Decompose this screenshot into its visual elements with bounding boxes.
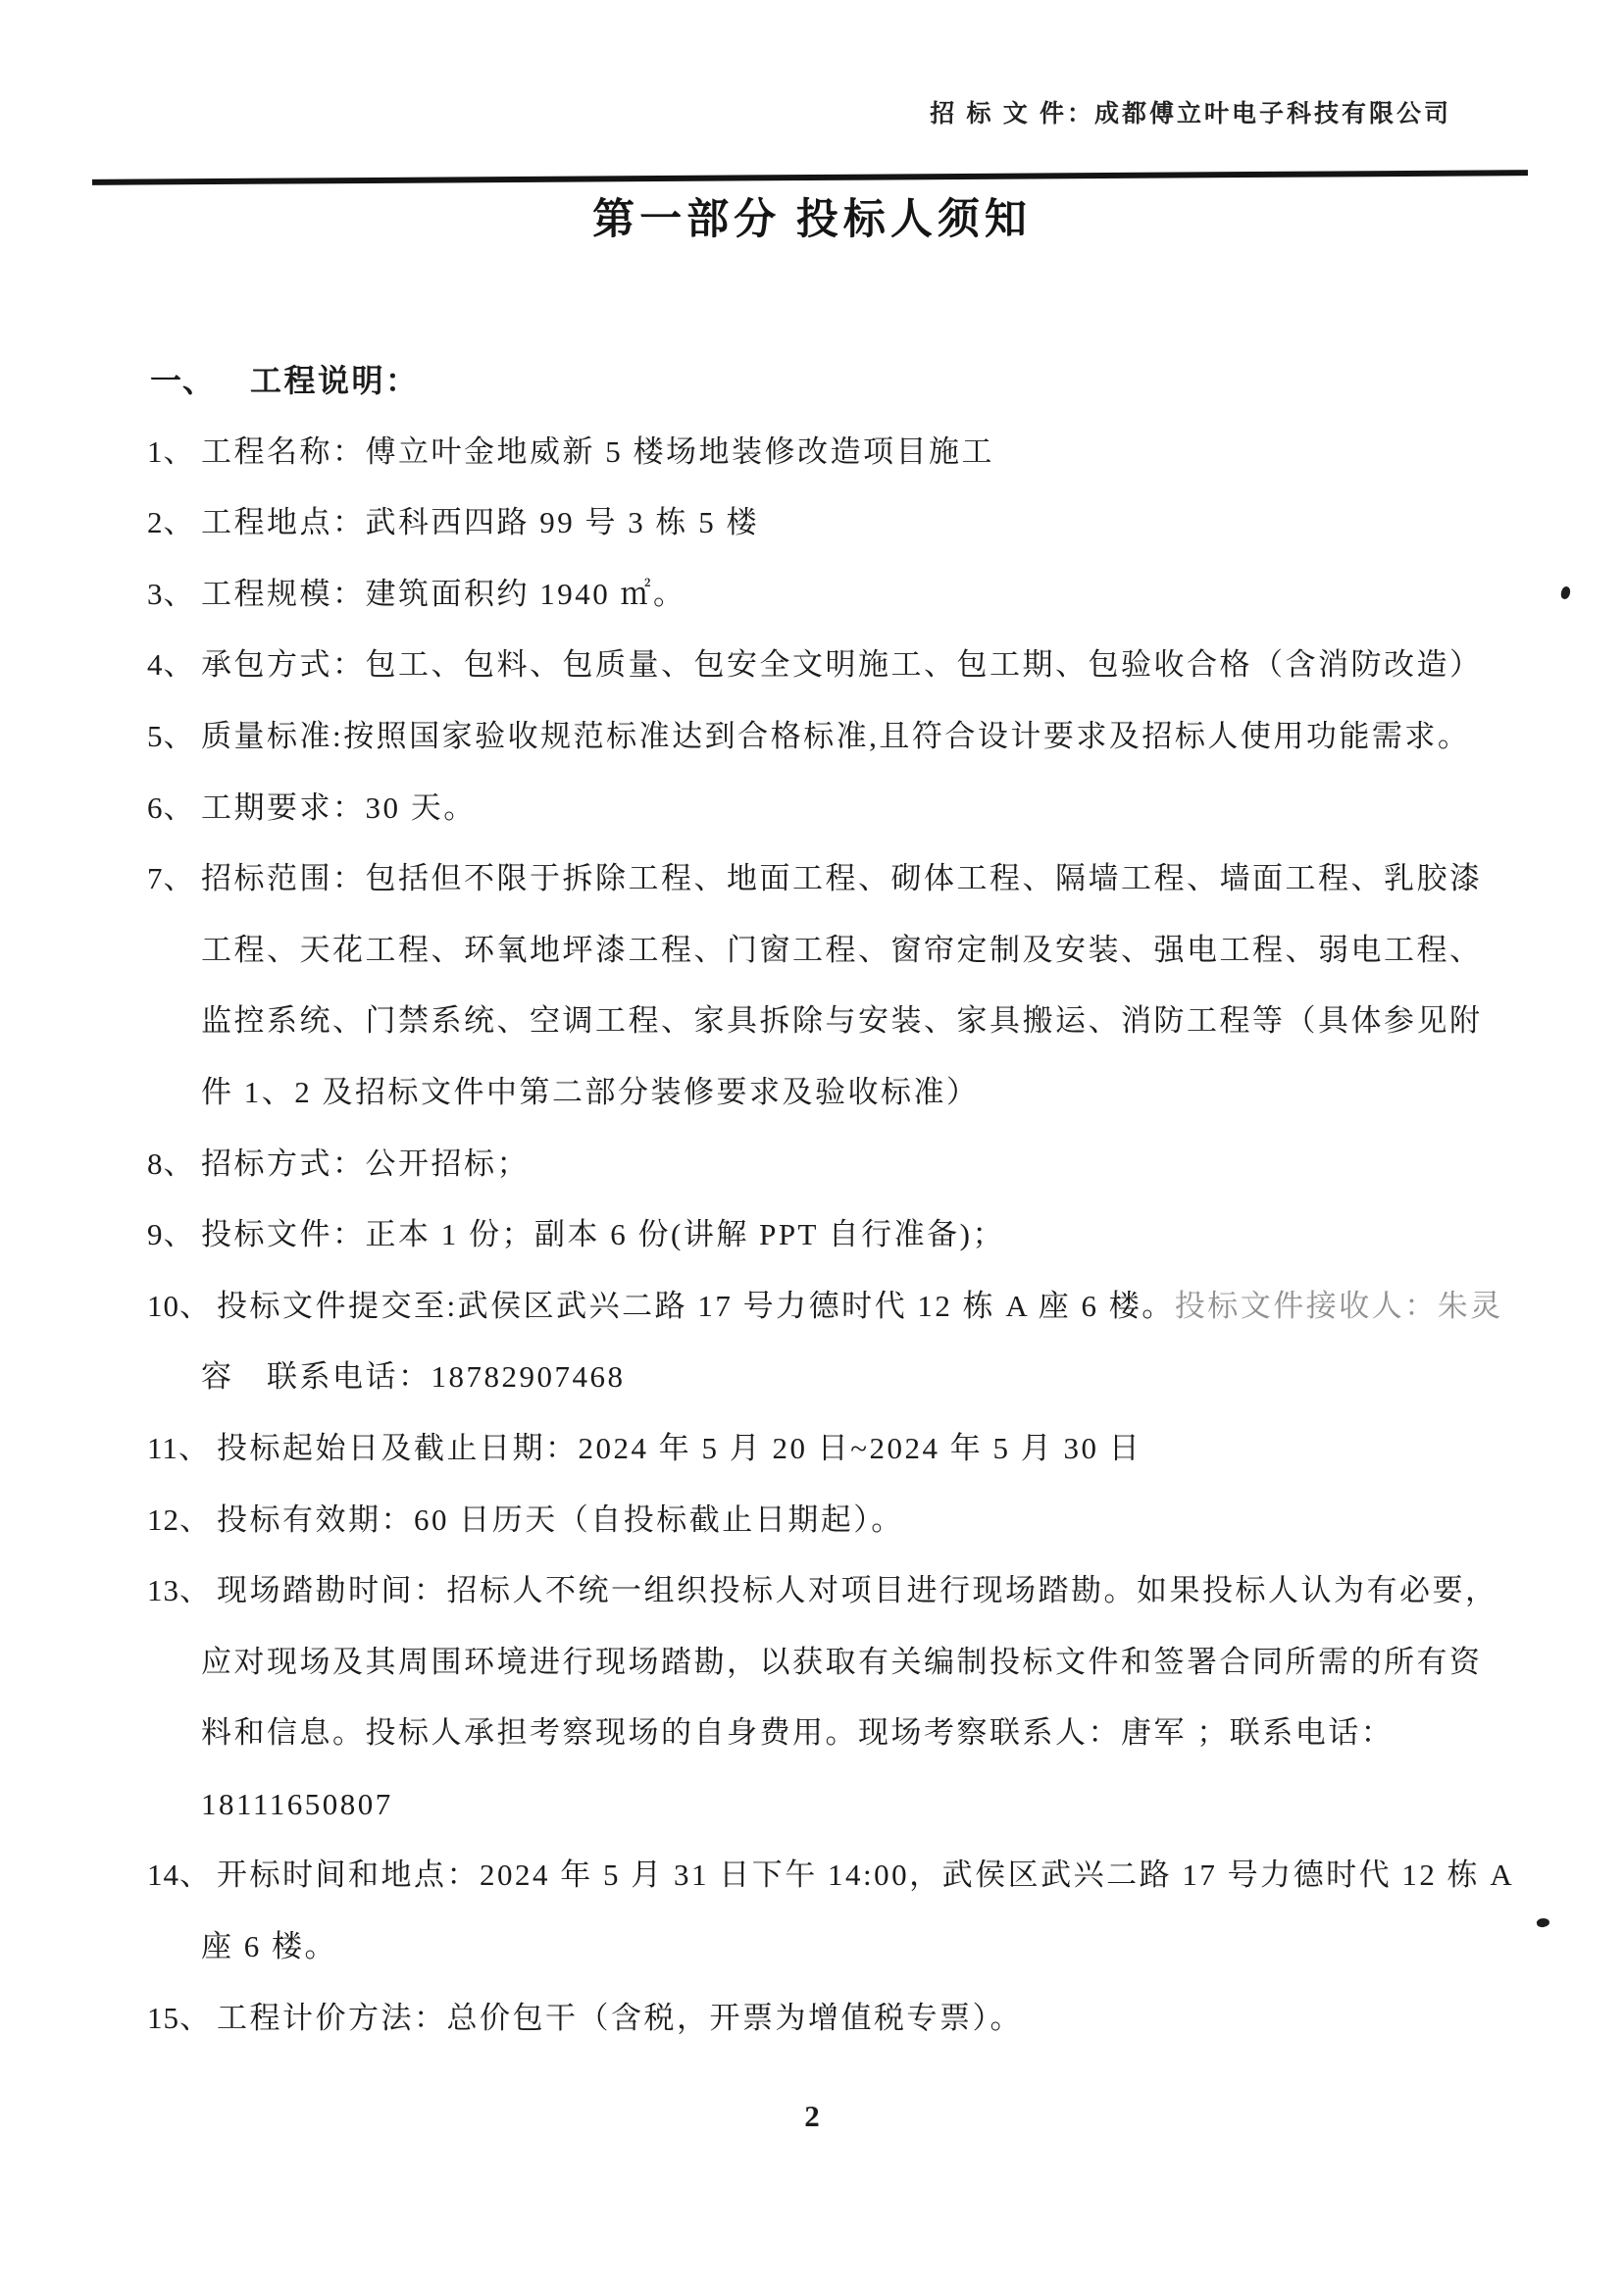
- list-item-continuation: [201, 1057, 1554, 1129]
- item-text: 投标文件：正本 1 份；副本 6 份(讲解 PPT 自行准备)；: [201, 1217, 1006, 1252]
- list-item: [147, 487, 1554, 559]
- item-text: 工期要求：30 天。: [201, 789, 477, 825]
- list-item: [147, 417, 1554, 488]
- item-text: 工程地点：武科西四路 99 号 3 栋 5 楼: [201, 505, 759, 540]
- list-item: [147, 701, 1554, 773]
- list-item: [147, 1840, 1554, 1911]
- item-number: 12、: [147, 1502, 211, 1537]
- list-item: [147, 630, 1554, 701]
- item-text: 招标范围：包括但不限于拆除工程、地面工程、砌体工程、隔墙工程、墙面工程、乳胶漆: [201, 861, 1483, 896]
- list-item: [147, 1271, 1554, 1343]
- list-item-continuation: [201, 986, 1554, 1057]
- item-text: 投标文件提交至:武侯区武兴二路 17 号力德时代 12 栋 A 座 6 楼。: [217, 1288, 1175, 1323]
- list-item: [147, 1983, 1554, 2055]
- item-text: 工程计价方法：总价包干（含税，开票为增值税专票）。: [217, 2000, 1023, 2035]
- item-text: 工程名称：傅立叶金地威新 5 楼场地装修改造项目施工: [201, 433, 994, 469]
- page-number: 2: [804, 2099, 820, 2133]
- item-number: 1、: [147, 433, 195, 469]
- item-text: 招标方式：公开招标；: [201, 1146, 530, 1181]
- item-text: 工程说明：: [250, 363, 420, 398]
- list-item-continuation: [201, 1911, 1554, 1983]
- item-text: 开标时间和地点：2024 年 5 月 31 日下午 14:00，武侯区武兴二路 17 号力德时代 12 栋 A: [217, 1858, 1515, 1893]
- list-item-continuation: [201, 1342, 1554, 1413]
- list-item: [150, 345, 1554, 417]
- item-number: 10、: [147, 1288, 211, 1323]
- item-number: 11、: [147, 1430, 210, 1465]
- list-item: [147, 773, 1554, 844]
- header-rule: [92, 170, 1528, 185]
- item-text: 件 1、2 及招标文件中第二部分装修要求及验收标准）: [201, 1074, 980, 1109]
- list-item-continuation: [201, 915, 1554, 987]
- item-number: 9、: [147, 1217, 195, 1252]
- item-text-faint: 投标文件接收人：朱灵: [1174, 1288, 1503, 1323]
- item-number: 一、: [150, 363, 216, 398]
- list-item: [147, 1199, 1554, 1271]
- item-text: 工程规模：建筑面积约 1940 ㎡。: [201, 576, 686, 611]
- page-title: 第一部分 投标人须知: [592, 197, 1032, 243]
- list-item: [147, 1555, 1554, 1627]
- item-number: 7、: [147, 861, 195, 896]
- item-text: 投标有效期：60 日历天（自投标截止日期起）。: [217, 1502, 904, 1537]
- item-text: 容 联系电话：18782907468: [201, 1359, 626, 1395]
- item-number: 5、: [147, 718, 195, 753]
- item-text: 座 6 楼。: [201, 1929, 337, 1964]
- item-text: 投标起始日及截止日期：2024 年 5 月 20 日~2024 年 5 月 30 日: [217, 1430, 1142, 1465]
- list-item: [147, 843, 1554, 915]
- list-item: [147, 1485, 1554, 1556]
- item-number: 8、: [147, 1146, 195, 1181]
- item-text: 料和信息。投标人承担考察现场的自身费用。现场考察联系人：唐军 ；联系电话：: [201, 1715, 1395, 1751]
- list-item-continuation: [201, 1627, 1554, 1699]
- item-text: 承包方式：包工、包料、包质量、包安全文明施工、包工期、包验收合格（含消防改造）: [201, 647, 1483, 683]
- item-number: 2、: [147, 505, 195, 540]
- item-text: 现场踏勘时间：招标人不统一组织投标人对项目进行现场踏勘。如果投标人认为有必要，: [217, 1573, 1498, 1608]
- list-item: [147, 1129, 1554, 1200]
- item-number: 4、: [147, 647, 195, 683]
- item-number: 3、: [147, 576, 195, 611]
- list-item: [147, 1413, 1554, 1485]
- item-number: 14、: [147, 1858, 211, 1893]
- ink-speck: [1559, 585, 1572, 600]
- item-text: 18111650807: [201, 1786, 393, 1821]
- item-number: 15、: [147, 2000, 211, 2035]
- item-text: 应对现场及其周围环境进行现场踏勘，以获取有关编制投标文件和签署合同所需的所有资: [201, 1644, 1483, 1679]
- item-text: 质量标准:按照国家验收规范标准达到合格标准,且符合设计要求及招标人使用功能需求。: [201, 718, 1471, 753]
- item-text: 工程、天花工程、环氧地坪漆工程、门窗工程、窗帘定制及安装、强电工程、弱电工程、: [201, 932, 1483, 967]
- item-text: 监控系统、门禁系统、空调工程、家具拆除与安装、家具搬运、消防工程等（具体参见附: [201, 1003, 1483, 1039]
- list-item: [147, 559, 1554, 631]
- document-header: 招 标 文 件：成都傅立叶电子科技有限公司: [930, 101, 1451, 127]
- item-number: 6、: [147, 789, 195, 825]
- list-item-continuation: [201, 1769, 1554, 1841]
- document-body: [147, 345, 1554, 2054]
- list-item-continuation: [201, 1698, 1554, 1769]
- item-number: 13、: [147, 1573, 211, 1608]
